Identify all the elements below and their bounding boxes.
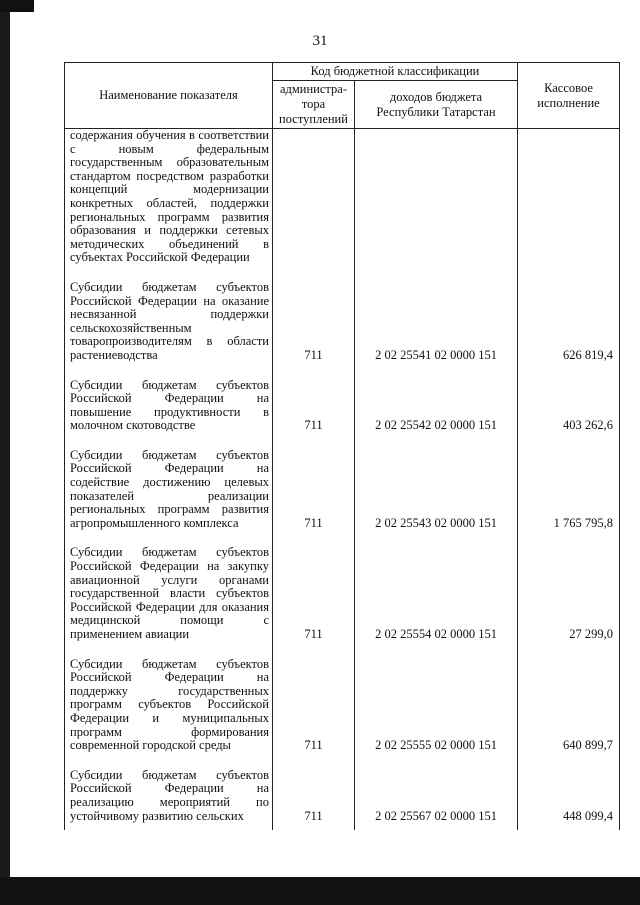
- row-admin: 711: [273, 760, 355, 830]
- row-name: Субсидии бюджетам субъектов Российской Федерации на поддержку государственных программ субъектов Российской Федерации и муниципальных программ формирования современной городской среды: [65, 649, 273, 760]
- row-amount: [518, 129, 620, 272]
- row-name: Субсидии бюджетам субъектов Российской Федерации на повышение продуктивности в молочном скотоводстве: [65, 370, 273, 440]
- header-admin: администра-тора поступлений: [273, 81, 355, 129]
- table-row: [65, 272, 620, 370]
- table-row: [65, 440, 620, 538]
- row-amount: 27 299,0: [518, 537, 620, 648]
- row-code: 2 02 25555 02 0000 151: [355, 649, 518, 760]
- row-admin: 711: [273, 272, 355, 370]
- row-name: Субсидии бюджетам субъектов Российской Федерации на оказание несвязанной поддержки сельскохозяйственным товаропроизводителям в области растениеводства: [65, 272, 273, 370]
- budget-table: [64, 62, 620, 830]
- row-code: 2 02 25542 02 0000 151: [355, 370, 518, 440]
- row-amount: 403 262,6: [518, 370, 620, 440]
- row-admin: 711: [273, 537, 355, 648]
- row-amount: 1 765 795,8: [518, 440, 620, 538]
- table-row: [65, 370, 620, 440]
- row-name: Субсидии бюджетам субъектов Российской Федерации на содействие достижению целевых показателей реализации региональных программ развития агропромышленного комплекса: [65, 440, 273, 538]
- row-admin: [273, 129, 355, 272]
- table-row: [65, 129, 620, 272]
- row-admin: 711: [273, 440, 355, 538]
- header-name: Наименование показателя: [65, 63, 273, 129]
- scan-top-mark: [0, 0, 34, 12]
- row-name: Субсидии бюджетам субъектов Российской Федерации на реализацию мероприятий по устойчивому развитию сельских: [65, 760, 273, 830]
- table-row: [65, 649, 620, 760]
- row-admin: 711: [273, 649, 355, 760]
- row-admin: 711: [273, 370, 355, 440]
- header-classification-group: Код бюджетной классификации: [273, 63, 518, 81]
- row-amount: 626 819,4: [518, 272, 620, 370]
- row-name: содержания обучения в соответствии с новым федеральным государственным образовательным стандартом посредством разработки концепций модернизации конкретных областей, поддержки региональных программ развития образования и поддержки сетевых методических объединений в субъектах Российской Федерации: [65, 129, 273, 272]
- row-amount: 640 899,7: [518, 649, 620, 760]
- page-number: 31: [312, 33, 328, 49]
- row-code: 2 02 25567 02 0000 151: [355, 760, 518, 830]
- scan-left-edge: [0, 0, 10, 905]
- header-amount: Кассовое исполнение: [518, 63, 620, 129]
- row-amount: 448 099,4: [518, 760, 620, 830]
- scan-bottom-edge: [0, 877, 640, 905]
- table-row: [65, 760, 620, 830]
- table-header: [65, 63, 620, 129]
- row-name: Субсидии бюджетам субъектов Российской Федерации на закупку авиационной услуги органами государственной власти субъектов Российской Федерации для оказания медицинской помощи с применением авиации: [65, 537, 273, 648]
- row-code: 2 02 25554 02 0000 151: [355, 537, 518, 648]
- row-code: [355, 129, 518, 272]
- row-code: 2 02 25543 02 0000 151: [355, 440, 518, 538]
- table-body: [65, 129, 620, 831]
- table-row: [65, 537, 620, 648]
- header-revenue-code: доходов бюджета Республики Татарстан: [355, 81, 518, 129]
- row-code: 2 02 25541 02 0000 151: [355, 272, 518, 370]
